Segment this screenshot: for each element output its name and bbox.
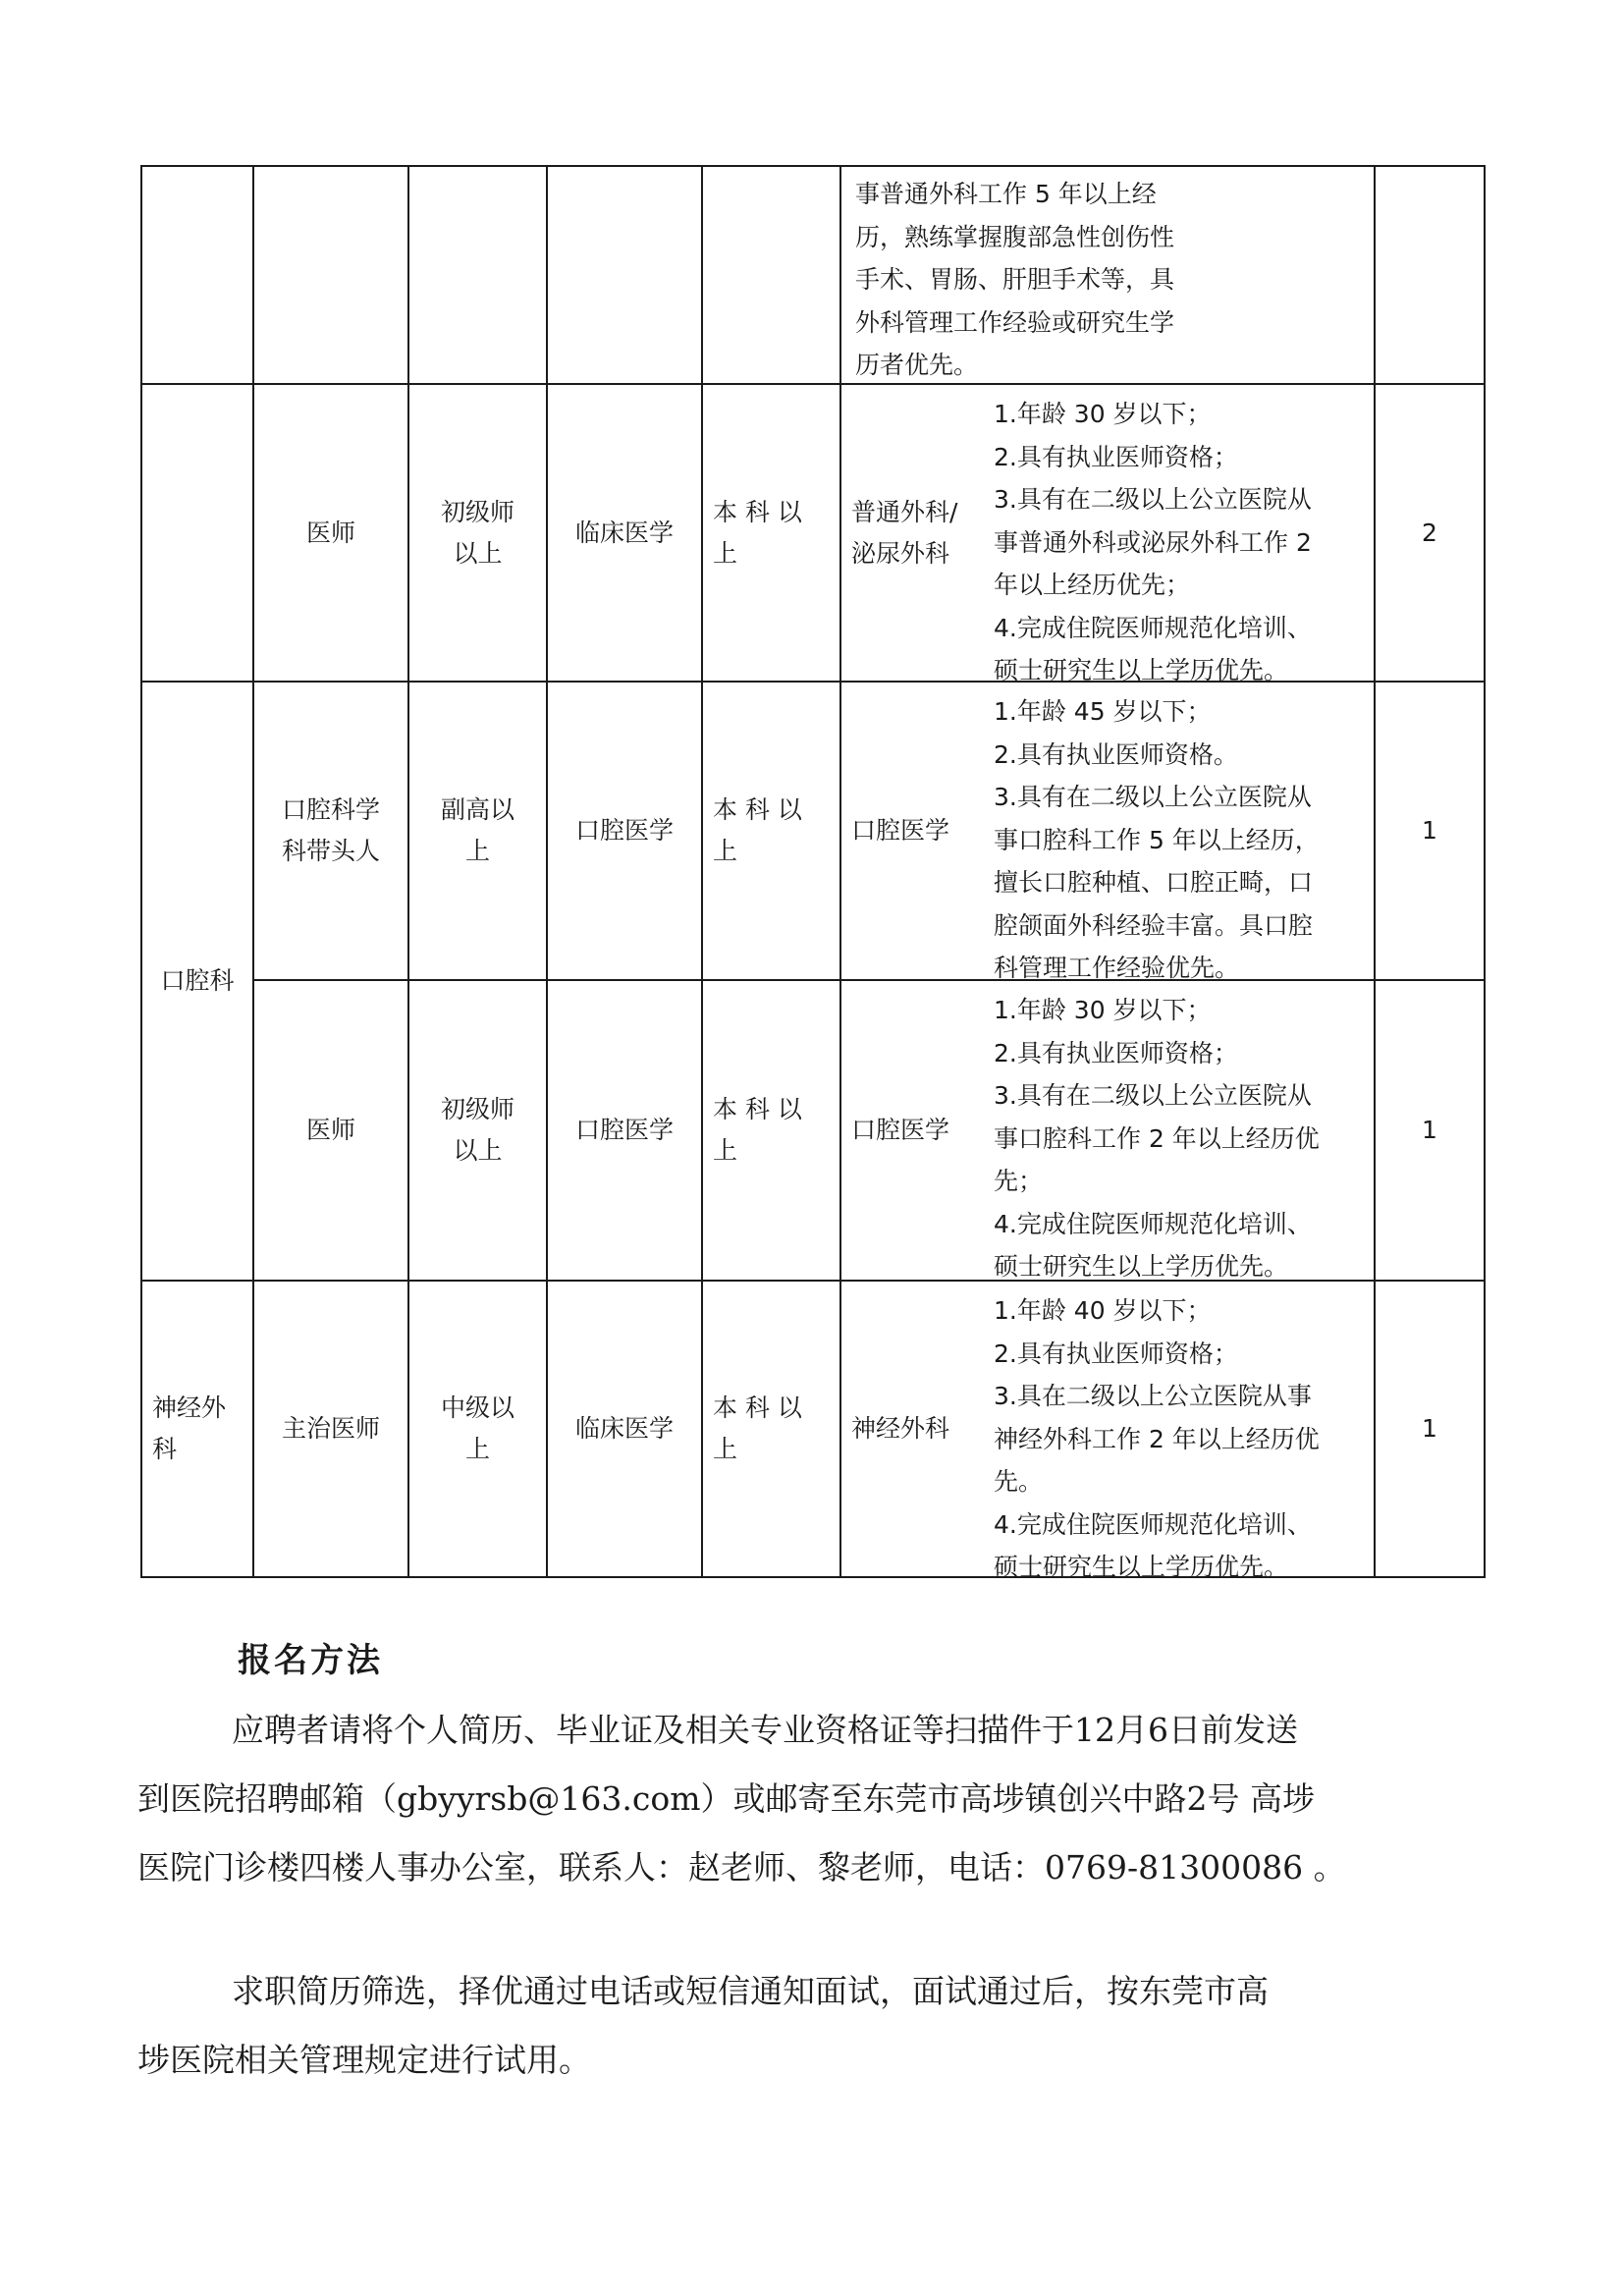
count-cell [1376, 981, 1484, 1280]
requirement-line: 擅长口腔种植、口腔正畸，口 [994, 868, 1314, 897]
requirement-line: 硕士研究生以上学历优先。 [994, 1252, 1289, 1281]
requirement-line: 事口腔科工作 2 年以上经历优 [994, 1123, 1320, 1153]
requirement-line: 1.年龄 30 岁以下； [994, 400, 1212, 428]
major-cell [548, 683, 701, 979]
department-cell [142, 1282, 252, 1576]
education-text: 本 科 以 [713, 1095, 802, 1123]
requirement-line: 先； [994, 1167, 1044, 1195]
requirement-line: 事普通外科工作 5 年以上经 [855, 180, 1157, 208]
position-text: 医师 [305, 1116, 355, 1144]
title-text: 上 [464, 837, 490, 865]
direction-text: 口腔医学 [851, 816, 950, 845]
requirement-line: 历，熟练掌握腹部急性创伤性 [855, 222, 1175, 251]
direction-cell [841, 1282, 981, 1576]
requirement-line: 手术、胃肠、肝胆手术等，具 [855, 265, 1175, 294]
title-text: 以上 [453, 538, 503, 568]
apply-paragraph [137, 1696, 1500, 1902]
direction-text: 口腔医学 [851, 1116, 950, 1144]
requirement-line: 科管理工作经验优先。 [994, 954, 1240, 982]
requirement-line: 3.具有在二级以上公立医院从 [994, 1081, 1312, 1110]
position-text: 口腔科学 [281, 795, 380, 824]
requirement-line: 2.具有执业医师资格； [994, 442, 1238, 471]
section-title: 报名方法 [238, 1641, 383, 1680]
requirement-line: 2.具有执业医师资格。 [994, 739, 1238, 769]
requirement-line: 3.具在二级以上公立医院从事 [994, 1382, 1312, 1410]
direction-cell [841, 981, 981, 1280]
requirement-line: 腔颌面外科经验丰富。具口腔 [994, 910, 1314, 940]
requirement-line: 事普通外科或泌尿外科工作 2 [994, 527, 1312, 557]
major-text: 口腔医学 [574, 816, 674, 845]
title-cell [409, 981, 546, 1280]
count-text: 1 [1422, 816, 1437, 845]
education-cell [703, 981, 839, 1280]
title-text: 初级师 [440, 497, 514, 526]
requirements-cell [980, 1282, 1374, 1581]
major-cell [548, 385, 701, 681]
major-text: 临床医学 [574, 518, 674, 547]
education-text: 上 [713, 1435, 738, 1463]
recruitment-table [140, 165, 1486, 1581]
major-text: 临床医学 [574, 1414, 674, 1443]
requirement-line: 1.年龄 40 岁以下； [994, 1296, 1212, 1325]
education-text: 上 [713, 538, 738, 568]
title-cell [409, 1282, 546, 1576]
paragraph-line: 埗医院相关管理规定进行试用。 [137, 2041, 591, 2079]
requirement-line: 3.具有在二级以上公立医院从 [994, 485, 1312, 514]
education-text: 上 [713, 837, 738, 865]
title-text: 初级师 [440, 1095, 514, 1123]
position-cell [254, 981, 407, 1280]
count-text: 1 [1422, 1414, 1437, 1443]
title-cell [409, 683, 546, 979]
requirement-line: 硕士研究生以上学历优先。 [994, 1553, 1289, 1581]
table-border-right [1484, 165, 1486, 1578]
requirements-cell [841, 165, 1374, 383]
title-text: 中级以 [440, 1394, 514, 1422]
major-text: 口腔医学 [574, 1116, 674, 1144]
title-text: 以上 [453, 1136, 503, 1165]
requirement-line: 外科管理工作经验或研究生学 [855, 307, 1175, 337]
position-text: 科带头人 [281, 837, 380, 865]
education-text: 本 科 以 [713, 795, 802, 824]
position-cell [254, 683, 407, 979]
title-text: 副高以 [440, 795, 514, 824]
requirements-cell [980, 981, 1374, 1280]
direction-cell [841, 385, 981, 681]
count-text: 1 [1422, 1116, 1437, 1144]
education-cell [703, 385, 839, 681]
direction-cell [841, 683, 981, 979]
direction-text: 普通外科/ [851, 497, 958, 526]
requirements-cell [980, 385, 1374, 684]
direction-text: 神经外科 [851, 1414, 950, 1443]
education-text: 本 科 以 [713, 1394, 802, 1422]
title-text: 上 [464, 1435, 490, 1463]
requirement-line: 4.完成住院医师规范化培训、 [994, 1509, 1312, 1539]
count-cell [1376, 683, 1484, 979]
title-cell [409, 385, 546, 681]
education-cell [703, 1282, 839, 1576]
department-text: 神经外 [152, 1394, 227, 1422]
major-cell [548, 981, 701, 1280]
education-text: 上 [713, 1136, 738, 1165]
requirement-line: 先。 [994, 1467, 1044, 1496]
requirement-line: 2.具有执业医师资格； [994, 1038, 1238, 1067]
requirement-line: 1.年龄 30 岁以下； [994, 996, 1212, 1024]
requirement-line: 历者优先。 [855, 351, 979, 379]
requirement-line: 4.完成住院医师规范化培训、 [994, 1209, 1312, 1238]
requirement-line: 2.具有执业医师资格； [994, 1339, 1238, 1368]
position-text: 医师 [305, 518, 355, 547]
paragraph-line: 求职简历筛选，择优通过电话或短信通知面试，面试通过后，按东莞市高 [232, 1972, 1269, 2010]
requirement-line: 3.具有在二级以上公立医院从 [994, 783, 1312, 811]
paragraph-line: 到医院招聘邮箱（gbyyrsb@163.com）或邮寄至东莞市高埗镇创兴中路2号 高埗 [137, 1779, 1315, 1818]
direction-text: 泌尿外科 [851, 538, 950, 568]
count-cell [1376, 1282, 1484, 1576]
requirement-line: 4.完成住院医师规范化培训、 [994, 613, 1312, 642]
education-cell [703, 683, 839, 979]
requirements-cell [980, 683, 1374, 982]
position-cell [254, 385, 407, 681]
requirement-line: 神经外科工作 2 年以上经历优 [994, 1424, 1320, 1453]
major-cell [548, 1282, 701, 1576]
requirement-line: 1.年龄 45 岁以下； [994, 697, 1212, 726]
position-text: 主治医师 [281, 1414, 380, 1443]
department-text: 科 [152, 1435, 178, 1463]
paragraph-line: 医院门诊楼四楼人事办公室，联系人：赵老师、黎老师，电话：0769-81300086 。 [137, 1848, 1346, 1886]
department-cell [142, 683, 252, 1280]
requirement-line: 事口腔科工作 5 年以上经历， [994, 825, 1320, 854]
screening-paragraph [137, 1957, 1500, 2095]
paragraph-line: 应聘者请将个人简历、毕业证及相关专业资格证等扫描件于12月6日前发送 [232, 1711, 1298, 1749]
education-text: 本 科 以 [713, 497, 802, 526]
count-cell [1376, 385, 1484, 681]
requirement-line: 年以上经历优先； [994, 571, 1191, 599]
count-text: 2 [1422, 518, 1437, 547]
department-text: 口腔科 [160, 966, 235, 995]
position-cell [254, 1282, 407, 1576]
requirement-line: 硕士研究生以上学历优先。 [994, 656, 1289, 684]
